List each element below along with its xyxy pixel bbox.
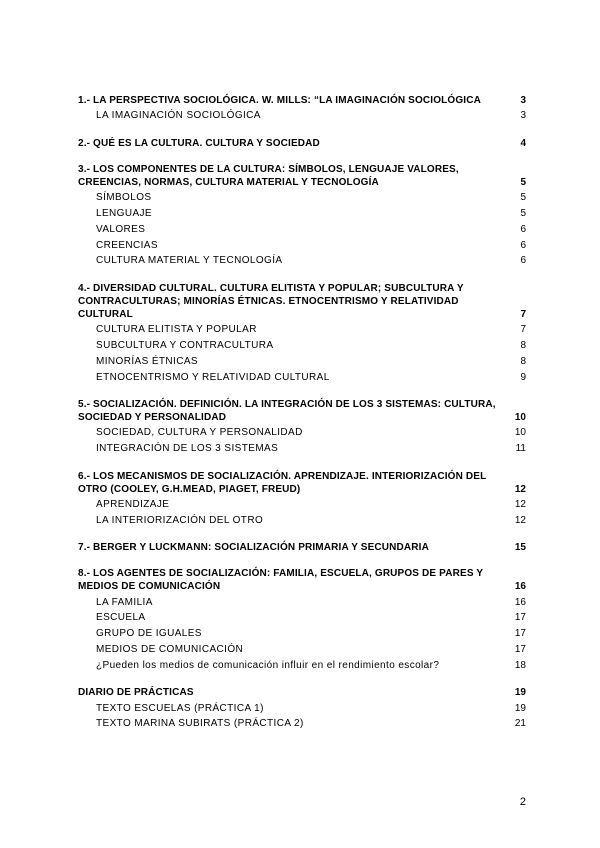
toc-section <box>78 541 526 554</box>
toc-subentry[interactable] <box>78 441 526 457</box>
toc-subentry[interactable] <box>78 221 526 237</box>
toc-subentry[interactable] <box>78 657 526 673</box>
table-of-contents <box>78 94 526 745</box>
toc-subentry[interactable] <box>78 716 526 732</box>
toc-heading-title: 7.- BERGER Y LUCKMANN: SOCIALIZACIÓN PRIMARIA Y SECUNDARIA <box>78 542 429 554</box>
toc-subentry[interactable] <box>78 642 526 658</box>
toc-subentry-title: ¿Pueden los medios de comunicación influir en el rendimiento escolar? <box>96 659 440 671</box>
toc-subentry-title: GRUPO DE IGUALES <box>96 628 202 640</box>
toc-subentry-page: 8 <box>520 355 526 367</box>
toc-heading-page: 19 <box>514 687 526 699</box>
toc-heading-page: 15 <box>514 542 526 554</box>
toc-heading-title: 2.- QUÉ ES LA CULTURA. CULTURA Y SOCIEDAD <box>78 137 320 149</box>
toc-heading[interactable] <box>78 282 526 321</box>
toc-subentry-title: LENGUAJE <box>96 207 152 219</box>
toc-heading[interactable] <box>78 137 526 150</box>
toc-subentry[interactable] <box>78 497 526 513</box>
toc-subentry-title: TEXTO MARINA SUBIRATS (PRÁCTICA 2) <box>96 718 304 730</box>
toc-subentry-page: 17 <box>514 612 526 624</box>
toc-subentry-title: TEXTO ESCUELAS (PRÁCTICA 1) <box>96 702 264 714</box>
toc-heading-title: 6.- LOS MECANISMOS DE SOCIALIZACIÓN. APRENDIZAJE. INTERIORIZACIÓN DEL OTRO (COOLEY, G.H.MEAD, PIAGET, FREUD) <box>78 470 487 495</box>
toc-subentry-title: APRENDIZAJE <box>96 498 170 510</box>
toc-subentry[interactable] <box>78 610 526 626</box>
toc-subentry-title: LA FAMILIA <box>96 596 153 608</box>
toc-subentry-page: 12 <box>514 498 526 510</box>
toc-heading-title: 3.- LOS COMPONENTES DE LA CULTURA: SÍMBOLOS, LENGUAJE VALORES, CREENCIAS, NORMAS, CULTURA MATERIAL Y TECNOLOGÍA <box>78 163 459 188</box>
toc-subentry-page: 11 <box>515 443 526 455</box>
toc-subentry[interactable] <box>78 190 526 206</box>
toc-heading-page: 7 <box>520 308 526 320</box>
toc-subentry[interactable] <box>78 338 526 354</box>
toc-subentry-title: ESCUELA <box>96 612 146 624</box>
toc-subentry[interactable] <box>78 353 526 369</box>
toc-heading-title: 4.- DIVERSIDAD CULTURAL. CULTURA ELITISTA Y POPULAR; SUBCULTURA Y CONTRACULTURAS; MINORÍAS ÉTNICAS. ETNOCENTRISMO Y RELATIVIDAD CULTURAL <box>78 282 464 320</box>
toc-heading-title: 8.- LOS AGENTES DE SOCIALIZACIÓN: FAMILIA, ESCUELA, GRUPOS DE PARES Y MEDIOS DE COMUNICACIÓN <box>78 568 484 593</box>
toc-subentry-page: 6 <box>520 255 526 267</box>
toc-subentry-page: 6 <box>520 223 526 235</box>
toc-subentry-page: 18 <box>514 659 526 671</box>
toc-heading-page: 12 <box>514 483 526 495</box>
toc-subentry-title: VALORES <box>96 223 146 235</box>
toc-heading-page: 16 <box>514 581 526 593</box>
toc-subentry-page: 21 <box>514 718 526 730</box>
toc-heading-page: 3 <box>520 95 526 106</box>
toc-subentry[interactable] <box>78 322 526 338</box>
toc-subentry-title: LA INTERIORIZACIÓN DEL OTRO <box>96 514 264 526</box>
toc-subentry-page: 17 <box>514 643 526 655</box>
toc-subentry-title: CULTURA ELITISTA Y POPULAR <box>96 324 257 336</box>
toc-subentry-title: LA IMAGINACIÓN SOCIOLÓGICA <box>96 110 261 122</box>
toc-subentry-title: SOCIEDAD, CULTURA Y PERSONALIDAD <box>96 427 303 439</box>
toc-heading-page: 5 <box>520 176 526 188</box>
toc-section <box>78 686 526 732</box>
toc-subentry[interactable] <box>78 206 526 222</box>
toc-subentry-title: SÍMBOLOS <box>96 192 152 204</box>
toc-section <box>78 282 526 385</box>
toc-section <box>78 470 526 529</box>
toc-subentry-page: 7 <box>520 324 526 336</box>
toc-subentry[interactable] <box>78 626 526 642</box>
toc-heading-page: 4 <box>520 137 526 149</box>
toc-section <box>78 163 526 269</box>
toc-subentry[interactable] <box>78 512 526 528</box>
toc-heading-page: 10 <box>514 411 526 423</box>
toc-subentry[interactable] <box>78 594 526 610</box>
toc-subentry-page: 16 <box>514 596 526 608</box>
toc-subentry[interactable] <box>78 237 526 253</box>
toc-heading[interactable] <box>78 567 526 593</box>
toc-subentry-title: INTEGRACIÓN DE LOS 3 SISTEMAS <box>96 443 279 455</box>
toc-subentry[interactable] <box>78 108 526 124</box>
toc-subentry[interactable] <box>78 425 526 441</box>
toc-heading-title: 5.- SOCIALIZACIÓN. DEFINICIÓN. LA INTEGRACIÓN DE LOS 3 SISTEMAS: CULTURA, SOCIEDAD Y PERSONALIDAD <box>78 398 496 423</box>
toc-subentry[interactable] <box>78 700 526 716</box>
toc-subentry-page: 5 <box>520 207 526 219</box>
toc-subentry-page: 6 <box>520 239 526 251</box>
toc-heading[interactable] <box>78 94 526 107</box>
toc-subentry[interactable] <box>78 369 526 385</box>
toc-section <box>78 567 526 673</box>
toc-heading[interactable] <box>78 163 526 189</box>
toc-subentry-page: 19 <box>514 702 526 714</box>
toc-heading-title: DIARIO DE PRÁCTICAS <box>78 687 194 699</box>
toc-section <box>78 137 526 150</box>
toc-subentry-title: CULTURA MATERIAL Y TECNOLOGÍA <box>96 255 283 267</box>
toc-subentry-title: ETNOCENTRISMO Y RELATIVIDAD CULTURAL <box>96 371 330 383</box>
toc-heading-title: 1.- LA PERSPECTIVA SOCIOLÓGICA. W. MILLS: “LA IMAGINACIÓN SOCIOLÓGICA <box>78 95 481 106</box>
toc-subentry-page: 3 <box>520 110 526 122</box>
toc-subentry-page: 17 <box>514 628 526 640</box>
toc-section <box>78 94 526 124</box>
toc-subentry-page: 12 <box>514 514 526 526</box>
toc-heading[interactable] <box>78 541 526 554</box>
toc-subentry-page: 5 <box>520 192 526 204</box>
toc-subentry-page: 9 <box>520 371 526 383</box>
toc-heading[interactable] <box>78 470 526 496</box>
toc-subentry-page: 10 <box>514 427 526 439</box>
toc-heading[interactable] <box>78 686 526 699</box>
toc-subentry-title: MEDIOS DE COMUNICACIÓN <box>96 643 244 655</box>
toc-section <box>78 398 526 457</box>
toc-subentry[interactable] <box>78 253 526 269</box>
toc-subentry-title: SUBCULTURA Y CONTRACULTURA <box>96 339 274 351</box>
toc-subentry-page: 8 <box>520 339 526 351</box>
toc-heading[interactable] <box>78 398 526 424</box>
toc-subentry-title: MINORÍAS ÉTNICAS <box>96 355 198 367</box>
toc-subentry-title: CREENCIAS <box>96 239 158 251</box>
page-number: 2 <box>519 796 526 808</box>
